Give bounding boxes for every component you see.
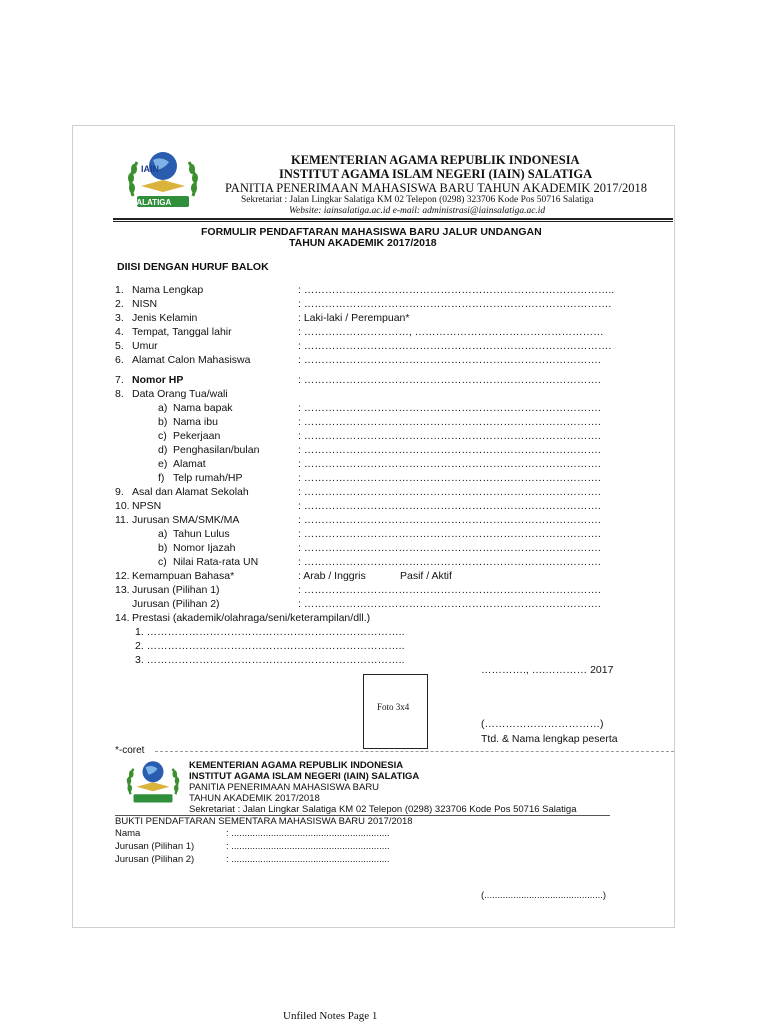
cut-line (155, 751, 674, 752)
form-title-year: TAHUN AKADEMIK 2017/2018 (289, 237, 437, 249)
sub-letter: d) (158, 444, 168, 456)
field-number: 12. (115, 570, 130, 582)
signature-line: (……………………………) (481, 718, 604, 730)
receipt-label: Nama (115, 828, 141, 839)
field-number: 2. (115, 298, 124, 310)
sub-label: Nomor Ijazah (173, 542, 236, 554)
field-value: : Arab / Inggris (298, 570, 366, 582)
field-value: : ……………………………………………………………………………. (298, 340, 612, 352)
receipt-year: TAHUN AKADEMIK 2017/2018 (189, 793, 320, 804)
header-website: Website: iainsalatiga.ac.id e-mail: administrasi@iainsalatiga.ac.id (289, 206, 546, 216)
field-value: Pasif / Aktif (400, 570, 452, 582)
form-instruction: DIISI DENGAN HURUF BALOK (117, 261, 269, 273)
field-label: Jurusan SMA/SMK/MA (132, 514, 240, 526)
field-value: : …………………………………………………………………………. (298, 458, 601, 470)
field-number: 6. (115, 354, 124, 366)
field-number: 3. (115, 312, 124, 324)
form-title: FORMULIR PENDAFTARAN MAHASISWA BARU JALUR UNDANGAN (201, 226, 542, 238)
field-value: : …………………………………………………………………………. (298, 514, 601, 526)
field-value: : ……………………………………………………………………………. (298, 298, 612, 310)
prestasi-item: 2. ……………………………………………………………….. (135, 640, 405, 652)
field-value: : …………………………………………………………………………. (298, 402, 601, 414)
field-number: 10. (115, 500, 130, 512)
field-label: Prestasi (akademik/olahraga/seni/keterampilan/dll.) (132, 612, 371, 624)
field-number: 5. (115, 340, 124, 352)
header-institute: INSTITUT AGAMA ISLAM NEGERI (IAIN) SALATIGA (279, 167, 593, 181)
field-value: : …………………………………………………………………………. (298, 486, 601, 498)
field-label: Tempat, Tanggal lahir (132, 326, 232, 338)
sub-letter: c) (158, 556, 167, 568)
field-label: Jenis Kelamin (132, 312, 198, 324)
field-label: Jurusan (Pilihan 2) (132, 598, 220, 610)
field-number: 9. (115, 486, 124, 498)
field-label: Nomor HP (132, 374, 184, 386)
receipt-signature: (.............................................) (481, 890, 607, 901)
field-value: : …………………………………………………………………………. (298, 472, 601, 484)
field-value: : …………………………, ……………………………………………… (298, 326, 604, 338)
field-number: 4. (115, 326, 124, 338)
field-number: 7. (115, 374, 124, 386)
logo-text-iain: IAIN (141, 164, 159, 174)
prestasi-item: 1. ……………………………………………………………….. (135, 626, 405, 638)
sub-label: Tahun Lulus (173, 528, 230, 540)
field-value: : …………………………………………………………………………. (298, 528, 601, 540)
field-label: Kemampuan Bahasa* (132, 570, 235, 582)
field-value: : …………………………………………………………………………….. (298, 284, 615, 296)
field-value: : Laki-laki / Perempuan* (298, 312, 410, 324)
field-value: : …………………………………………………………………………. (298, 416, 601, 428)
receipt-value: : ............................................................ (226, 828, 390, 839)
header-rule (113, 218, 673, 220)
receipt-institute: INSTITUT AGAMA ISLAM NEGERI (IAIN) SALATIGA (189, 771, 420, 782)
field-value: : …………………………………………………………………………. (298, 500, 601, 512)
field-value: : …………………………………………………………………………. (298, 584, 601, 596)
receipt-ministry: KEMENTERIAN AGAMA REPUBLIK INDONESIA (189, 760, 404, 771)
signature-caption: Ttd. & Nama lengkap peserta (481, 733, 618, 745)
sub-letter: c) (158, 430, 167, 442)
sub-label: Nama bapak (173, 402, 233, 414)
prestasi-item: 3. ……………………………………………………………….. (135, 654, 405, 666)
receipt-label: Jurusan (Pilihan 2) (115, 854, 195, 865)
receipt-value: : ............................................................ (226, 841, 390, 852)
field-label: NISN (132, 298, 158, 310)
field-label: Umur (132, 340, 158, 352)
field-label: Alamat Calon Mahasiswa (132, 354, 251, 366)
field-value: : …………………………………………………………………………. (298, 430, 601, 442)
field-value: : …………………………………………………………………………. (298, 374, 601, 386)
field-number: 1. (115, 284, 124, 296)
sub-letter: a) (158, 402, 168, 414)
field-value: : …………………………………………………………………………. (298, 542, 601, 554)
footnote: *-coret (115, 745, 145, 756)
sub-letter: b) (158, 416, 168, 428)
page-footer-label: Unfiled Notes Page 1 (283, 1010, 378, 1022)
header-rule-thin (113, 221, 673, 222)
field-number: 14. (115, 612, 130, 624)
field-number: 11. (115, 514, 129, 526)
logo-text-salatiga: SALATIGA (131, 198, 172, 207)
sub-label: Alamat (173, 458, 206, 470)
field-label: NPSN (132, 500, 162, 512)
sub-label: Nilai Rata-rata UN (173, 556, 259, 568)
iain-logo-small-icon (123, 758, 183, 808)
sub-letter: a) (158, 528, 168, 540)
photo-label: Foto 3x4 (377, 702, 410, 712)
receipt-title: BUKTI PENDAFTARAN SEMENTARA MAHASISWA BARU 2017/2018 (115, 816, 413, 827)
field-label: Jurusan (Pilihan 1) (132, 584, 220, 596)
sub-label: Nama ibu (173, 416, 218, 428)
field-label: Asal dan Alamat Sekolah (132, 486, 249, 498)
receipt-committee: PANITIA PENERIMAAN MAHASISWA BARU (189, 782, 380, 793)
sub-letter: b) (158, 542, 168, 554)
field-number: 8. (115, 388, 124, 400)
sub-label: Pekerjaan (173, 430, 221, 442)
date-line: …………., ….………… 2017 (481, 664, 614, 676)
field-value: : …………………………………………………………………………. (298, 598, 601, 610)
sub-label: Penghasilan/bulan (173, 444, 260, 456)
sub-label: Telp rumah/HP (173, 472, 243, 484)
receipt-label: Jurusan (Pilihan 1) (115, 841, 195, 852)
header-committee: PANITIA PENERIMAAN MAHASISWA BARU TAHUN AKADEMIK 2017/2018 (225, 181, 647, 195)
field-label: Data Orang Tua/wali (132, 388, 228, 400)
field-value: : …………………………………………………………………………. (298, 444, 601, 456)
field-label: Nama Lengkap (132, 284, 204, 296)
receipt-secretariat: Sekretariat : Jalan Lingkar Salatiga KM 02 Telepon (0298) 323706 Kode Pos 50716 Salatiga (189, 804, 577, 815)
receipt-value: : ............................................................ (226, 854, 390, 865)
sub-letter: e) (158, 458, 168, 470)
field-number: 13. (115, 584, 130, 596)
header-secretariat: Sekretariat : Jalan Lingkar Salatiga KM 02 Telepon (0298) 323706 Kode Pos 50716 Salatiga (241, 195, 594, 205)
document-sheet (72, 125, 675, 928)
sub-letter: f) (158, 472, 165, 484)
field-value: : …………………………………………………………………………. (298, 354, 601, 366)
header-ministry: KEMENTERIAN AGAMA REPUBLIK INDONESIA (291, 153, 580, 167)
field-value: : …………………………………………………………………………. (298, 556, 601, 568)
